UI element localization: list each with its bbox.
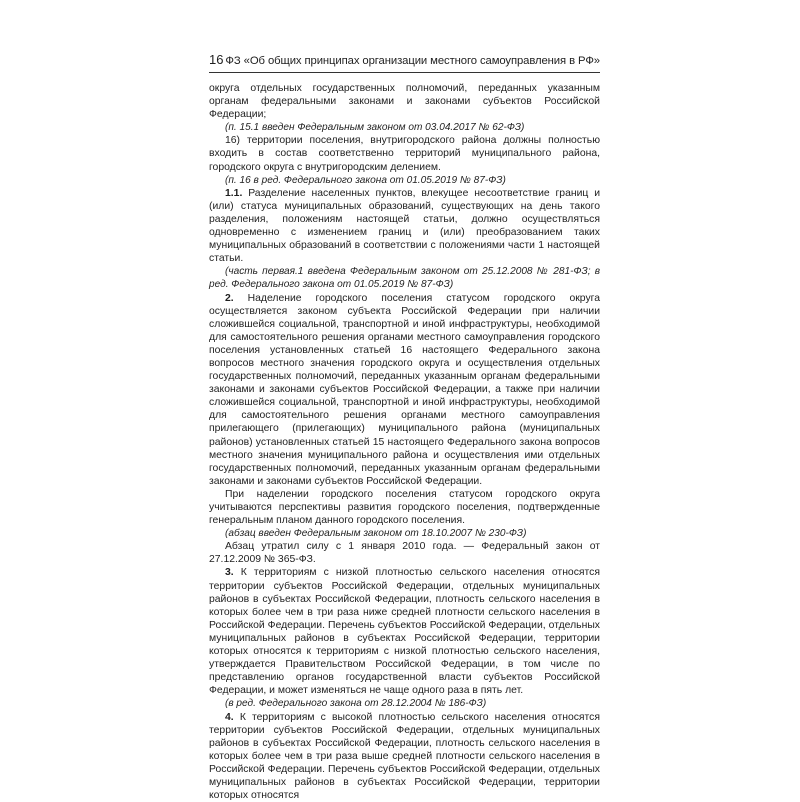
amendment-note: (п. 16 в ред. Федерального закона от 01.05.2019 № 87-ФЗ): [209, 174, 600, 187]
paragraph-part-1-1: 1.1. Разделение населенных пунктов, влекущее несоответствие границ и (или) статуса муниципальных образований, существующих на день такого разделения, положениям настоящей статьи, должно осуществляться одновременно с изменением границ и (или) преобразованием таких муниципальных образований в соответствии с положениями части 1 настоящей статьи.: [209, 187, 600, 266]
paragraph: Абзац утратил силу с 1 января 2010 года. — Федеральный закон от 27.12.2009 № 365-ФЗ.: [209, 540, 600, 566]
running-header: [209, 52, 600, 73]
part-number: 4.: [225, 712, 234, 723]
part-number: 2.: [225, 293, 234, 304]
page-number: 16: [209, 52, 223, 68]
amendment-note: (в ред. Федерального закона от 28.12.2004 № 186-ФЗ): [209, 697, 600, 710]
document-body: [209, 82, 600, 802]
paragraph: При наделении городского поселения статусом городского округа учитываются перспективы развития городского поселения, подтвержденные генеральным планом данного городского поселения.: [209, 488, 600, 527]
part-number: 1.1.: [225, 188, 242, 199]
amendment-note: (часть первая.1 введена Федеральным законом от 25.12.2008 № 281-ФЗ; в ред. Федерального закона от 01.05.2019 № 87-ФЗ): [209, 265, 600, 291]
document-page: [209, 52, 600, 802]
paragraph-part-2: 2. Наделение городского поселения статусом городского округа осуществляется законом субъекта Российской Федерации при наличии сложившейся социальной, транспортной и иной инфраструктуры, необходимой для самостоятельного решения органами местного самоуправления городского поселения установленных статьей 16 настоящего Федерального закона вопросов местного значения городского округа и осуществления отдельных государственных полномочий, переданных указанным органам федеральными законами и законами субъектов Российской Федерации, а также при наличии сложившейся социальной, транспортной и иной инфраструктуры, необходимой для самостоятельного решения органами местного самоуправления прилегающего (прилегающих) муниципального района (муниципальных районов) установленных статьей 15 настоящего Федерального закона вопросов местного значения муниципального района и осуществления ими отдельных государственных полномочий, переданных указанным органам федеральными законами и законами субъектов Российской Федерации.: [209, 292, 600, 488]
part-number: 3.: [225, 567, 234, 578]
running-title: ФЗ «Об общих принципах организации местного самоуправления в РФ»: [225, 53, 600, 69]
paragraph-item-16: 16) территории поселения, внутригородского района должны полностью входить в состав соответственно территорий муниципального района, городского округа с внутригородским делением.: [209, 134, 600, 173]
amendment-note: (п. 15.1 введен Федеральным законом от 03.04.2017 № 62-ФЗ): [209, 121, 600, 134]
amendment-note: (абзац введен Федеральным законом от 18.10.2007 № 230-ФЗ): [209, 527, 600, 540]
paragraph-continuation: округа отдельных государственных полномочий, переданных указанным органам федеральными законами и законами субъектов Российской Федерации;: [209, 82, 600, 121]
paragraph-part-4: 4. К территориям с высокой плотностью сельского населения относятся территории субъектов Российской Федерации, отдельных муниципальных районов в субъектах Российской Федерации, плотность сельского населения в которых более чем в три раза выше средней плотности сельского населения в Российской Федерации. Перечень субъектов Российской Федерации, отдельных муниципальных районов в субъектах Российской Федерации, территории которых относятся: [209, 711, 600, 802]
paragraph-part-3: 3. К территориям с низкой плотностью сельского населения относятся территории субъектов Российской Федерации, отдельных муниципальных районов в субъектах Российской Федерации, плотность сельского населения в которых более чем в три раза ниже средней плотности сельского населения в Российской Федерации. Перечень субъектов Российской Федерации, отдельных муниципальных районов в субъектах Российской Федерации, территории которых относятся к территориям с низкой плотностью сельского населения, утверждается Правительством Российской Федерации, в том числе по представлению органов государственной власти субъектов Российской Федерации, и может изменяться не чаще одного раза в пять лет.: [209, 566, 600, 697]
